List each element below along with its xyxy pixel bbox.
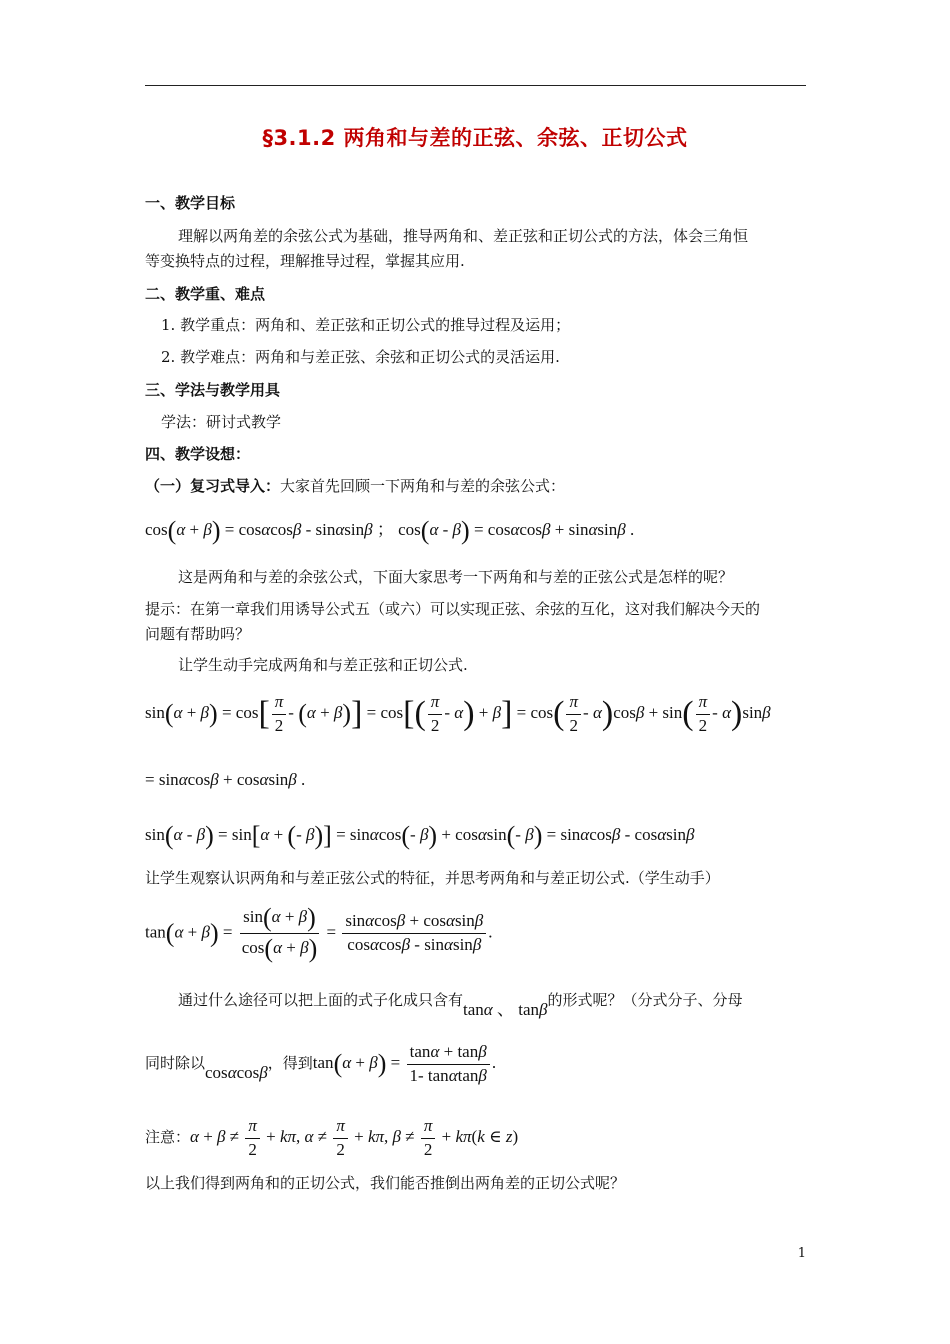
- section-4-subheading: [145, 475, 565, 496]
- paragraph-2-line-1: 提示：在第一章我们用诱导公式五（或六）可以实现正弦、余弦的互化，这对我们解决今天的: [145, 600, 761, 618]
- formula-tan-sum-result: tan(α + β) = $\frac{\tan\alpha + \tan\beta}{1- \tan\alpha\tan\beta}$ .: [312, 1042, 497, 1085]
- paragraph-6-part-b: ，得到: [267, 1054, 313, 1073]
- section-1-body-line-1: 理解以两角差的余弦公式为基础，推导两角和、差正弦和正切公式的方法，体会三角恒: [178, 227, 749, 245]
- inline-tan-alpha-beta: tanα 、 tanβ: [463, 1000, 548, 1019]
- section-2-heading: 二、教学重、难点: [145, 285, 266, 303]
- note-line: [145, 1117, 518, 1159]
- note-label: 注意：: [145, 1128, 191, 1147]
- formula-tan-sum-derivation: tan(α + β) = $\frac{\sin(\alpha + \beta)}{\cos(\alpha + \beta)}$ = $\frac{\sin\alpha\cos\beta + \cos\alpha\sin\beta}{\cos\alpha\cos\beta - \sin\alpha\sin\beta}$ .: [145, 903, 493, 963]
- formula-sin-diff: sin(α - β) = sin[α + (- β)] = sinαcos(- β) + cosαsin(- β) = sinαcosβ - cosαsinβ: [145, 821, 695, 850]
- paragraph-6: [145, 1043, 496, 1085]
- section-3-body: 学法：研讨式教学: [161, 413, 282, 431]
- paragraph-1: 这是两角和与差的余弦公式，下面大家思考一下两角和与差的正弦公式是怎样的呢？: [178, 568, 734, 586]
- section-4-sub-text: 大家首先回顾一下两角和与差的余弦公式：: [280, 477, 566, 495]
- formula-cos-sum-diff: cos(α + β) = cosαcosβ - sinαsinβ ； cos(α - β) = cosαcosβ + sinαsinβ .: [145, 516, 635, 546]
- paragraph-5: [178, 985, 743, 1019]
- paragraph-6-part-a: 同时除以: [145, 1054, 206, 1073]
- section-3-heading: 三、学法与教学用具: [145, 381, 281, 399]
- paragraph-4: 让学生观察认识两角和与差正弦公式的特征，并思考两角和与差正切公式.（学生动手）: [145, 869, 720, 887]
- header-rule: [145, 85, 806, 86]
- section-2-item-2: 2. 教学难点：两角和与差正弦、余弦和正切公式的灵活运用.: [161, 348, 560, 366]
- paragraph-3: 让学生动手完成两角和与差正弦和正切公式.: [178, 656, 468, 674]
- section-2-item-1: 1. 教学重点：两角和、差正弦和正切公式的推导过程及运用；: [161, 316, 571, 334]
- paragraph-2-line-2: 问题有帮助吗？: [145, 625, 251, 643]
- page-title: §3.1.2 两角和与差的正弦、余弦、正切公式: [262, 126, 688, 150]
- section-4-heading: 四、教学设想：: [145, 445, 251, 463]
- formula-note-conditions: α + β ≠ $\frac{\pi}{2}$ + kπ, α ≠ $\frac{\pi}{2}$ + kπ, β ≠ $\frac{\pi}{2}$ + kπ(k ∈ z): [190, 1116, 519, 1159]
- paragraph-7: 以上我们得到两角和的正切公式，我们能否推倒出两角差的正切公式呢？: [145, 1174, 626, 1192]
- page-number: 1: [797, 1246, 806, 1261]
- section-1-heading: 一、教学目标: [145, 194, 236, 212]
- paragraph-5-part-a: 通过什么途径可以把上面的式子化成只含有: [178, 991, 464, 1009]
- inline-cos-cos: cosαcosβ: [205, 1063, 268, 1083]
- section-1-body-line-2: 等变换特点的过程，理解推导过程，掌握其应用.: [145, 252, 465, 270]
- formula-sin-sum-derivation: sin(α + β) = cos[ $\frac{\pi}{2}$ - (α + β)] = cos[( $\frac{\pi}{2}$ - α) + β] = cos( $\frac{\pi}{2}$ - α)cosβ + sin( $\frac{\pi}{2}$ - α)sinβ: [145, 692, 771, 735]
- paragraph-5-part-b: 的形式呢？（分式分子、分母: [547, 991, 743, 1009]
- section-4-sub-label: （一）复习式导入：: [145, 477, 281, 495]
- formula-sin-sum-result: = sinαcosβ + cosαsinβ .: [145, 770, 306, 789]
